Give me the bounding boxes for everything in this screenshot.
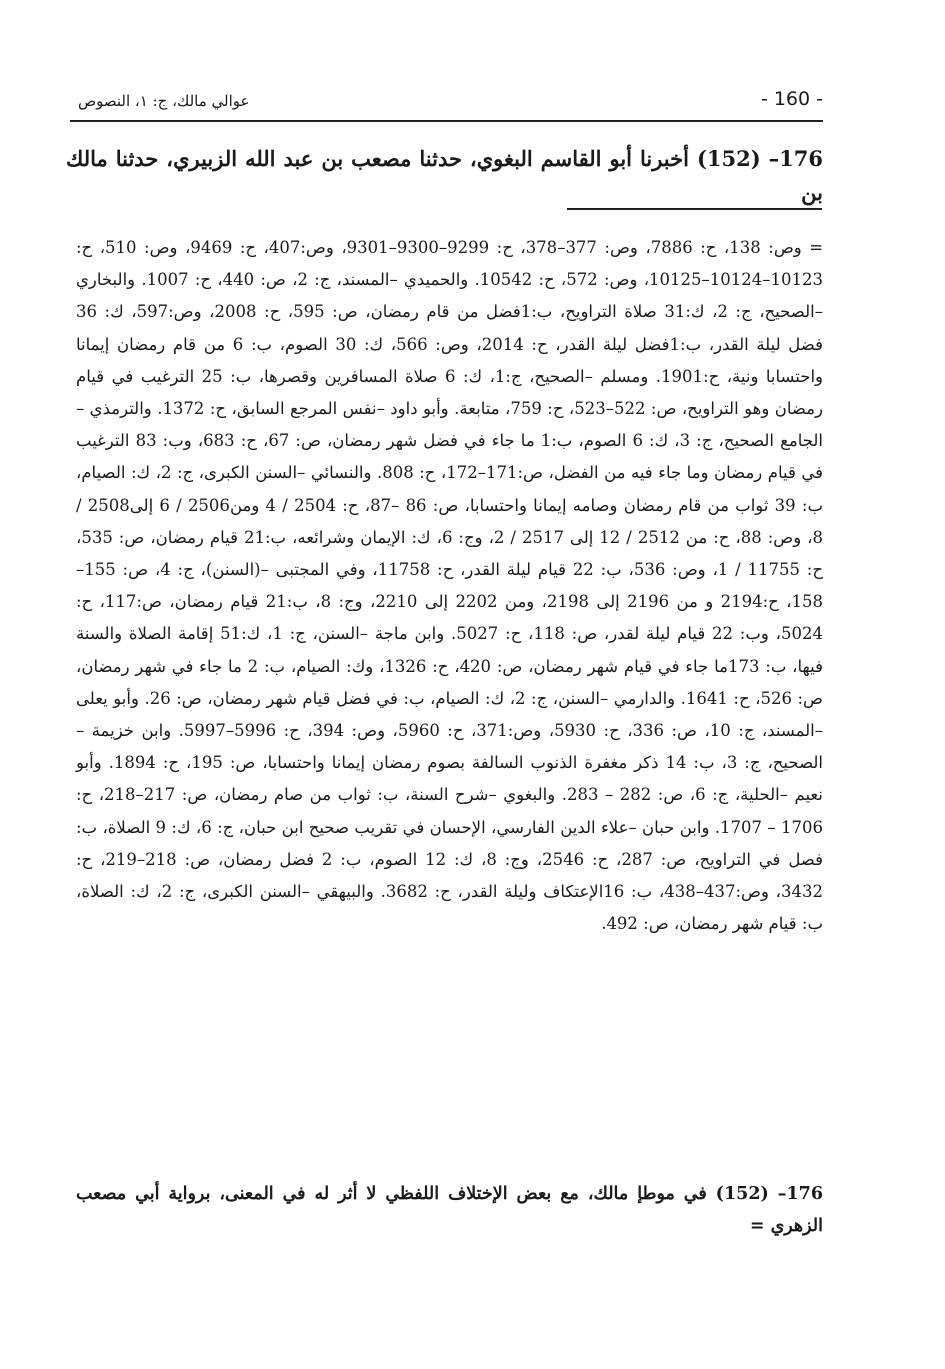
- main-paragraph: 176– (152) أخبرنا أبو القاسم البغوي، حدثنا مصعب بن عبد الله الزبيري، حدثنا مالك بن: [66, 146, 823, 205]
- page-header: [78, 88, 823, 118]
- footnote-continuation: = وص: 138، ح: 7886، وص: 377–378، ح: 9299–9300–9301، وص:407، ح: 9469، وص: 510، ح: 10123–10124–10125، وص: 572، ح: 10542. والحميدي –المسند، ج: 2، ص: 440، ح: 1007. والبخاري –الصحيح، ج: 2، ك:31 صلاة التراويح، ب:1فضل من قام رمضان، ص: 595، ح: 2008، وص:597، ك: 36 فضل ليلة القدر، ب:1فضل ليلة القدر، ح: 2014، وص: 566، ك: 30 الصوم، ب: 6 من قام رمضان إيمانا واحتسابا ونية، ح:1901. ومسلم –الصحيح، ج:1، ك: 6 صلاة المسافرين وقصرها، ب: 25 الترغيب في قيام رمضان وهو التراويح، ص: 522–523، ح: 759، متابعة. وأبو داود –نفس المرجع السابق، ح: 1372. والترمذي –الجامع الصحيح، ج: 3، ك: 6 الصوم، ب:1 ما جاء في فضل شهر رمضان، ص: 67، ح: 683، وب: 83 الترغيب في قيام رمضان وما جاء فيه من الفضل، ص:171–172، ح: 808. والنسائي –السنن الكبرى، ج: 2، ك: الصيام، ب: 39 ثواب من قام رمضان وصامه إيمانا واحتسابا، ص: 86 –87، ح: 2504 / 4 ومن2506 / 6 إلى2508 / 8، وص: 88، ح: من 2512 / 12 إلى 2517 / 2، وج: 6، ك: الإيمان وشرائعه، ب:21 قيام رمضان، ص: 535، ح: 11755 / 1، وص: 536، ب: 22 قيام ليلة القدر، ح: 11758، وفي المجتبى –(السنن)، ج: 4، ص: 155– 158، ح:2194 و من 2196 إلى 2198، ومن 2202 إلى 2210، وج: 8، ب:21 قيام رمضان، ص:117، ح: 5024، وب: 22 قيام ليلة لقدر، ص: 118، ح: 5027. وابن ماجة –السنن، ج: 1، ك:51 إقامة الصلاة والسنة فيها، ب: 173ما جاء في قيام شهر رمضان، ص: 420، ح: 1326، وك: الصيام، ب: 2 ما جاء في شهر رمضان، ص: 526، ح: 1641. والدارمي –السنن، ج: 2، ك: الصيام، ب: في فضل قيام شهر رمضان، ص: 26. وأبو يعلى –المسند، ج: 10، ص: 336، ح: 5930، وص:371، ح: 5960، وص: 394، ح: 5996–5997. وابن خزيمة –الصحيح، ج: 3، ب: 14 ذكر مغفرة الذنوب السالفة بصوم رمضان إيمانا واحتسابا، ص: 195، ح: 1894. وأبو نعيم –الحلية، ج: 6، ص: 282 – 283. والبغوي –شرح السنة، ب: ثواب من صام رمضان، ص: 217–218، ح: 1706 – 1707. وابن حبان –علاء الدين الفارسي، الإحسان في تقريب صحيح ابن حبان، ج: 6، ك: 9 الصلاة، ب: فصل في التراويح، ص: 287، ح: 2546، وج: 8، ك: 12 الصوم، ب: 2 فضل رمضان، ص: 218–219، ح: 3432، وص:437–438، ب: 16الإعتكاف وليلة القدر، ح: 3682. والبيهقي –السنن الكبرى، ج: 2، ك: الصلاة، ب: قيام شهر رمضان، ص: 492.: [76, 238, 824, 934]
- header-rule: [70, 120, 823, 122]
- footnote-separator: [567, 208, 822, 210]
- page-number: - 160 -: [760, 88, 823, 110]
- footnote-176: 176– (152) في موطإ مالك، مع بعض الإختلاف اللفظي لا أثر له في المعنى، برواية أبي مصعب الزهري =: [76, 1184, 823, 1236]
- running-title: عوالي مالك، ج: ١، النصوص: [78, 92, 250, 110]
